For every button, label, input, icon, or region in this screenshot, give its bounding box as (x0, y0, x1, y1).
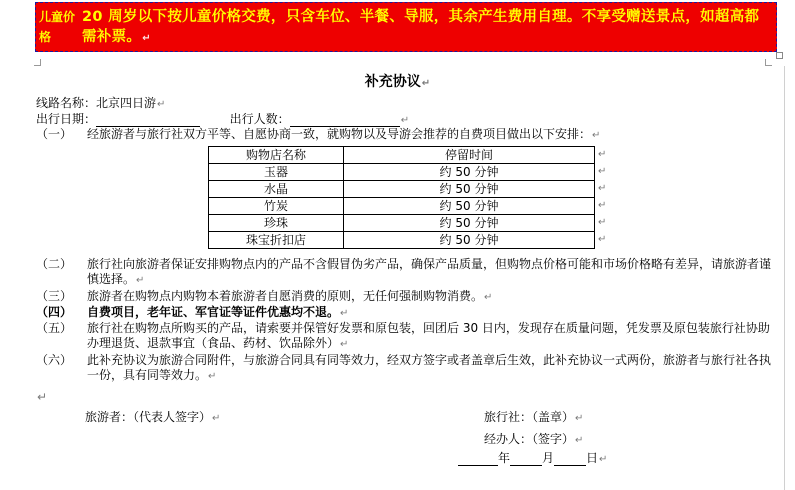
table-header: 购物店名称 (209, 147, 344, 164)
resize-handle[interactable] (776, 52, 783, 59)
page-edge-line (784, 66, 785, 490)
tourist-signature-label: 旅游者：（代表人签字）↵ (85, 410, 221, 424)
shop-name-cell: 玉器 (209, 164, 344, 181)
stay-time-cell: 约 50 分钟 (344, 232, 595, 249)
page-corner-marker-right (765, 59, 772, 66)
row-end-mark: ↵ (598, 166, 607, 177)
table-header: 停留时间 (344, 147, 595, 164)
table-row (209, 164, 595, 181)
document-title: 补充协议↵ (364, 74, 431, 90)
row-end-mark: ↵ (598, 149, 607, 160)
row-end-mark: ↵ (598, 234, 607, 245)
table-row (209, 232, 595, 249)
price-notice-banner (35, 2, 777, 52)
shop-name-cell: 水晶 (209, 181, 344, 198)
date-label: 出行日期： (36, 112, 97, 126)
shopping-table (208, 146, 595, 249)
day-blank[interactable] (554, 454, 586, 466)
date-signature-line: 年 月 日↵ (458, 449, 607, 466)
month-blank[interactable] (510, 454, 542, 466)
date-blank[interactable] (96, 115, 200, 127)
date-people-line: 出行日期： 出行人数： ↵ (36, 112, 410, 126)
clause-5: （五） 旅行社在购物点所购买的产品，请索要并保管好发票和原包装，回团后 30 日内，发现存在质量问题，凭发票及原包装旅行社协助办理退货、退款事宜（食品、药材、饮品除外）↵ (36, 321, 770, 350)
table-row (209, 181, 595, 198)
stay-time-cell: 约 50 分钟 (344, 164, 595, 181)
table-row (209, 198, 595, 215)
table-row (209, 215, 595, 232)
shop-name-cell: 珍珠 (209, 215, 344, 232)
banner-label: 儿童价格 (39, 10, 76, 44)
table-header-row (209, 147, 595, 164)
people-label: 出行人数： (229, 112, 290, 126)
empty-paragraph-mark: ↵ (37, 390, 48, 404)
clause-1: （一） 经旅游者与旅行社双方平等、自愿协商一致，就购物以及导游会推荐的自费项目做出以下安排：↵ (36, 127, 601, 141)
stay-time-cell: 约 50 分钟 (344, 181, 595, 198)
stay-time-cell: 约 50 分钟 (344, 215, 595, 232)
stay-time-cell: 约 50 分钟 (344, 198, 595, 215)
clause-2: （二） 旅行社向旅游者保证安排购物点内的产品不含假冒伪劣产品，确保产品质量，但购物点价格可能和市场价格略有差异，请旅游者谨慎选择。↵ (36, 257, 772, 286)
row-end-mark: ↵ (598, 217, 607, 228)
row-end-mark: ↵ (598, 200, 607, 211)
clause-3: （三） 旅游者在购物点内购物本着旅游者自愿消费的原则，无任何强制购物消费。↵ (36, 289, 493, 303)
row-end-mark: ↵ (598, 183, 607, 194)
page-corner-marker-left (34, 59, 41, 66)
year-blank[interactable] (458, 454, 498, 466)
banner-text: 20 周岁以下按儿童价格交费，只含车位、半餐、导服，其余产生费用自理。不享受赠送景点，如超高都需补票。↵ (82, 9, 760, 45)
handler-signature-label: 经办人：（签字）↵ (484, 432, 584, 446)
shop-name-cell: 珠宝折扣店 (209, 232, 344, 249)
shop-name-cell: 竹炭 (209, 198, 344, 215)
clause-4: （四） 自费项目，老年证、军官证等证件优惠均不退。↵ (36, 305, 349, 319)
paragraph-mark: ↵ (142, 33, 151, 44)
route-name-line: 线路名称：北京四日游↵ (36, 96, 166, 110)
clause-6: （六） 此补充协议为旅游合同附件，与旅游合同具有同等效力，经双方签字或者盖章后生效，此补充协议一式两份，旅游者与旅行社各执一份，具有同等效力。↵ (36, 353, 772, 382)
people-blank[interactable] (290, 115, 400, 127)
agency-seal-label: 旅行社：（盖章）↵ (484, 410, 584, 424)
